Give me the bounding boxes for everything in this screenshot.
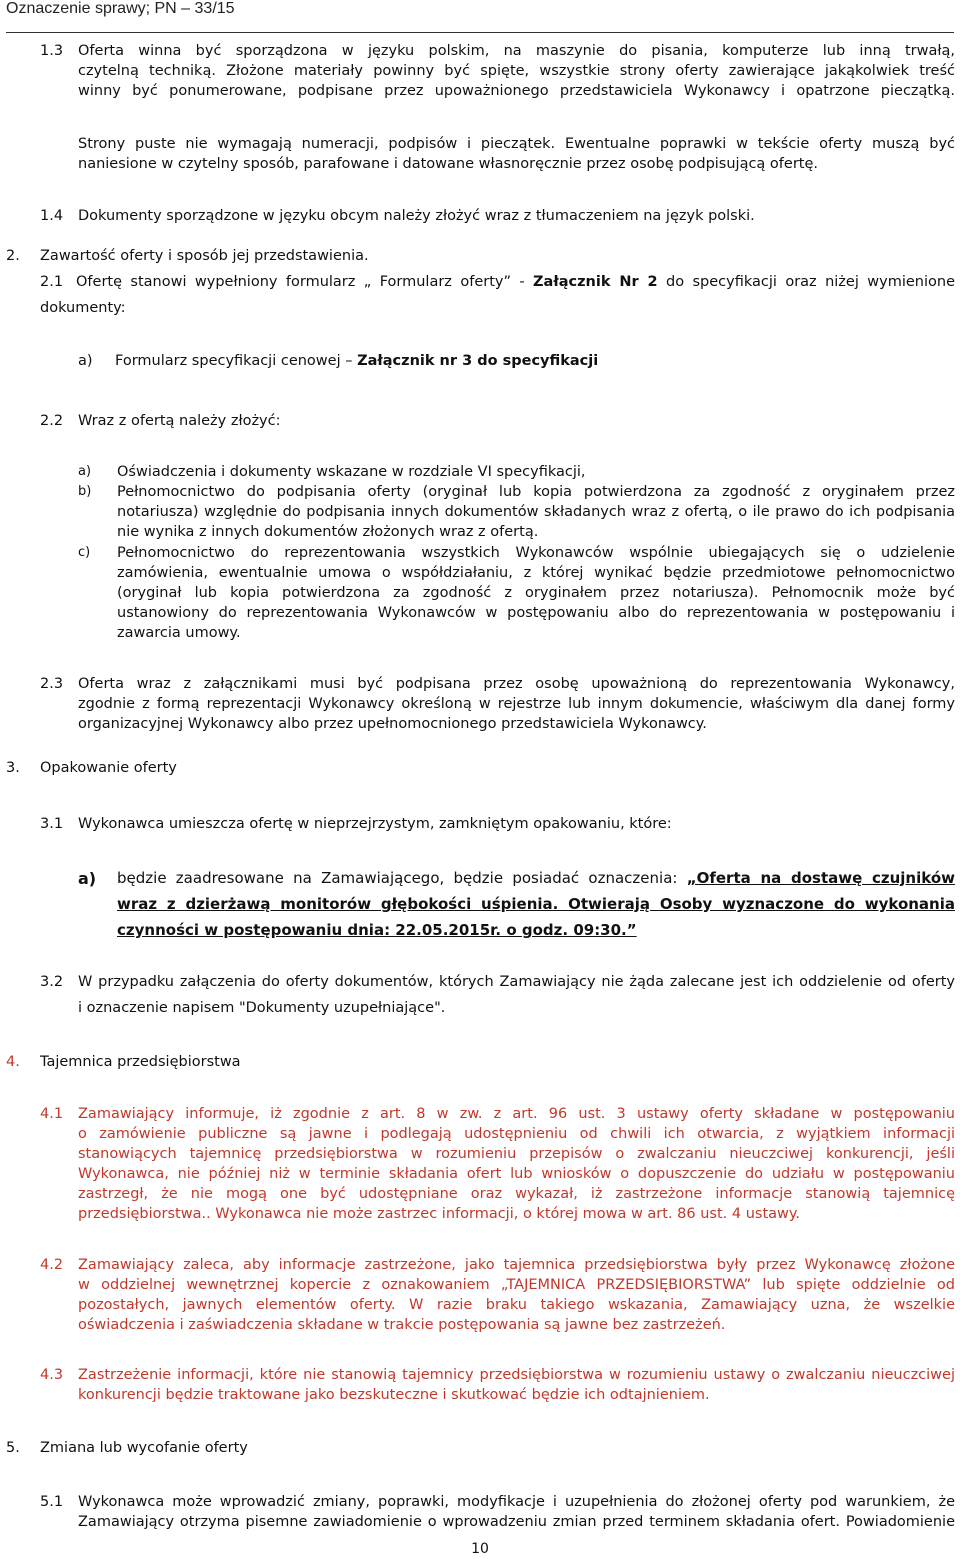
paragraph-line: i oznaczenie napisem "Dokumenty uzupełniające". bbox=[78, 1000, 446, 1016]
marking-text: „Oferta na dostawę czujników bbox=[686, 869, 955, 887]
paragraph-line: Zastrzeżenie informacji, które nie stanowią tajemnicy przedsiębiorstwa w rozumieniu ustawy o zwalczaniu nieuczciwej bbox=[78, 1367, 955, 1383]
paragraph-line: naniesione w czytelny sposób, parafowane i datowane własnoręcznie przez osobę podpisującą ofertę. bbox=[78, 156, 818, 172]
paragraph-line: Zamawiający otrzyma pisemne zawiadomienie o wprowadzeniu zmian przed terminem składania ofert. Powiadomienie bbox=[78, 1514, 955, 1530]
paragraph-line: zastrzegł, że nie mogą one być udostępniane oraz wykazał, iż zastrzeżone informacje stanowią tajemnicę bbox=[78, 1186, 955, 1202]
list-item-line: zawarcia umowy. bbox=[117, 625, 241, 641]
text-run: będzie zaadresowane na Zamawiającego, będzie posiadać oznaczenia: bbox=[117, 869, 678, 887]
section-number: 3.1 bbox=[40, 816, 64, 832]
paragraph-line: w oddzielnej wewnętrznej kopercie z oznakowaniem „TAJEMNICA PRZEDSIĘBIORSTWA” lub spięte oddzielnie od bbox=[78, 1277, 955, 1293]
list-item-line: ustanowiony do reprezentowania Wykonawców w postępowaniu albo do reprezentowania w postępowaniu i bbox=[117, 605, 955, 621]
list-letter: a) bbox=[78, 353, 93, 369]
list-item-line: Pełnomocnictwo do podpisania oferty (oryginał lub kopia potwierdzona za zgodność z oryginałem przez bbox=[117, 484, 955, 500]
paragraph-line: Strony puste nie wymagają numeracji, podpisów i pieczątek. Ewentualne poprawki w tekście oferty muszą być bbox=[78, 136, 955, 152]
section-number: 4.2 bbox=[40, 1257, 64, 1273]
paragraph-line: Zamawiający informuje, iż zgodnie z art. 8 w zw. z art. 96 ust. 3 ustawy oferty składane w postępowaniu bbox=[78, 1106, 955, 1122]
paragraph-line: Wykonawca, nie później niż w terminie składania ofert lub wniosków o dopuszczenie do udziału w postępowaniu bbox=[78, 1166, 955, 1182]
list-letter: a) bbox=[78, 464, 92, 479]
marking-text: czynności w postępowaniu dnia: 22.05.2015r. o godz. 09:30.” bbox=[117, 921, 637, 939]
chapter-number: 2. bbox=[6, 248, 20, 264]
paragraph-line: Wraz z ofertą należy złożyć: bbox=[78, 413, 281, 429]
list-item-line: nie wynika z innych dokumentów złożonych wraz z ofertą. bbox=[117, 524, 539, 540]
text-run: Ofertę stanowi wypełniony formularz „ Formularz oferty” - bbox=[76, 274, 525, 290]
paragraph-line: stanowiących tajemnicę przedsiębiorstwa w rozumieniu przepisów o zwalczaniu nieuczciwej konkurencji, jeśli bbox=[78, 1146, 955, 1162]
paragraph-line: zgodnie z formą reprezentacji Wykonawcy określoną w rejestrze lub innym dokumencie, właściwym dla danej formy bbox=[78, 696, 955, 712]
list-item bbox=[115, 353, 598, 369]
paragraph-line: Oferta wraz z załącznikami musi być podpisana przez osobę upoważnioną do reprezentowania Wykonawcy, bbox=[78, 676, 955, 692]
section-number: 2.2 bbox=[40, 413, 64, 429]
paragraph-line: Wykonawca umieszcza ofertę w nieprzejrzystym, zamkniętym opakowaniu, które: bbox=[78, 816, 672, 832]
paragraph-line: przedsiębiorstwa.. Wykonawca nie może zastrzec informacji, o której mowa w art. 86 ust. 4 ustawy. bbox=[78, 1206, 800, 1222]
chapter-number: 4. bbox=[6, 1054, 20, 1070]
list-letter: b) bbox=[78, 484, 92, 499]
page-number: 10 bbox=[471, 1541, 489, 1557]
section-number: 4.1 bbox=[40, 1106, 64, 1122]
list-item-line bbox=[117, 869, 955, 887]
section-number: 5.1 bbox=[40, 1494, 64, 1510]
list-item-line: Pełnomocnictwo do reprezentowania wszystkich Wykonawców wspólnie ubiegających się o udzielenie bbox=[117, 545, 955, 561]
paragraph-line: Zamawiający zaleca, aby informacje zastrzeżone, jako tajemnica przedsiębiorstwa były przez Wykonawcę złożone bbox=[78, 1257, 955, 1273]
paragraph-line: oświadczenia i zaświadczenia składane w trakcie postępowania są jawne bez zastrzeżeń. bbox=[78, 1317, 726, 1333]
paragraph-line: organizacyjnej Wykonawcy albo przez upełnomocnionego przedstawiciela Wykonawcy. bbox=[78, 716, 707, 732]
paragraph-line: dokumenty: bbox=[40, 300, 126, 316]
attachment-ref: Załącznik Nr 2 bbox=[533, 274, 658, 290]
list-item: Oświadczenia i dokumenty wskazane w rozdziale VI specyfikacji, bbox=[117, 464, 586, 480]
list-item-line: notariusza) względnie do podpisania innych dokumentów składanych wraz z ofertą, o ile prawo do ich podpisania bbox=[117, 504, 955, 520]
section-number: 3.2 bbox=[40, 974, 64, 990]
paragraph-line: o zamówienie publiczne są jawne i podlegają udostępnieniu od chwili ich otwarcia, z wyjątkiem informacji bbox=[78, 1126, 955, 1142]
list-item-line: zamówienia, ewentualnie umowa o współdziałaniu, z której wynikać będzie przedmiotowe pełnomocnictwo bbox=[117, 565, 955, 581]
section-number: 1.4 bbox=[40, 208, 64, 224]
paragraph-line: Dokumenty sporządzone w języku obcym należy złożyć wraz z tłumaczeniem na język polski. bbox=[78, 208, 755, 224]
section-number: 4.3 bbox=[40, 1367, 64, 1383]
text-run: do specyfikacji oraz niżej wymienione bbox=[666, 274, 955, 290]
marking-text: wraz z dzierżawą monitorów głębokości uśpienia. Otwierają Osoby wyznaczone do wykonania bbox=[117, 895, 955, 913]
chapter-title: Zawartość oferty i sposób jej przedstawienia. bbox=[40, 248, 369, 264]
document-header: Oznaczenie sprawy; PN – 33/15 bbox=[6, 0, 235, 17]
list-item-line: (oryginał lub kopia potwierdzona za zgodność z oryginałem przez notariusza). Pełnomocnik może być bbox=[117, 585, 955, 601]
attachment-ref: Załącznik nr 3 do specyfikacji bbox=[357, 353, 599, 369]
section-number: 2.1 bbox=[40, 274, 64, 290]
header-divider bbox=[6, 32, 954, 33]
paragraph-line: konkurencji będzie traktowane jako bezskuteczne i skutkować będzie ich odtajnieniem. bbox=[78, 1387, 710, 1403]
paragraph-line: czytelną techniką. Złożone materiały powinny być spięte, wszystkie strony oferty zawierające jakąkolwiek treść bbox=[78, 63, 955, 79]
paragraph-line bbox=[76, 274, 955, 290]
text-run: Formularz specyfikacji cenowej – bbox=[115, 353, 353, 369]
paragraph-line: pozostałych, jawnych elementów oferty. W razie braku takiego wskazania, Zamawiający uzna, że wszelkie bbox=[78, 1297, 955, 1313]
chapter-title: Tajemnica przedsiębiorstwa bbox=[40, 1054, 241, 1070]
section-number: 2.3 bbox=[40, 676, 64, 692]
chapter-title: Zmiana lub wycofanie oferty bbox=[40, 1440, 248, 1456]
chapter-title: Opakowanie oferty bbox=[40, 760, 177, 776]
section-number: 1.3 bbox=[40, 43, 64, 59]
list-letter: c) bbox=[78, 545, 91, 560]
paragraph-line: W przypadku załączenia do oferty dokumentów, których Zamawiający nie żąda zalecane jest ich oddzielenie od oferty bbox=[78, 974, 955, 990]
chapter-number: 3. bbox=[6, 760, 20, 776]
list-letter: a) bbox=[78, 869, 97, 888]
chapter-number: 5. bbox=[6, 1440, 20, 1456]
paragraph-line: Wykonawca może wprowadzić zmiany, poprawki, modyfikacje i uzupełnienia do złożonej oferty pod warunkiem, że bbox=[78, 1494, 955, 1510]
paragraph-line: winny być ponumerowane, podpisane przez upoważnionego przedstawiciela Wykonawcy i opatrzone pieczątką. bbox=[78, 83, 955, 99]
paragraph-line: Oferta winna być sporządzona w języku polskim, na maszynie do pisania, komputerze lub inną trwałą, bbox=[78, 43, 955, 59]
